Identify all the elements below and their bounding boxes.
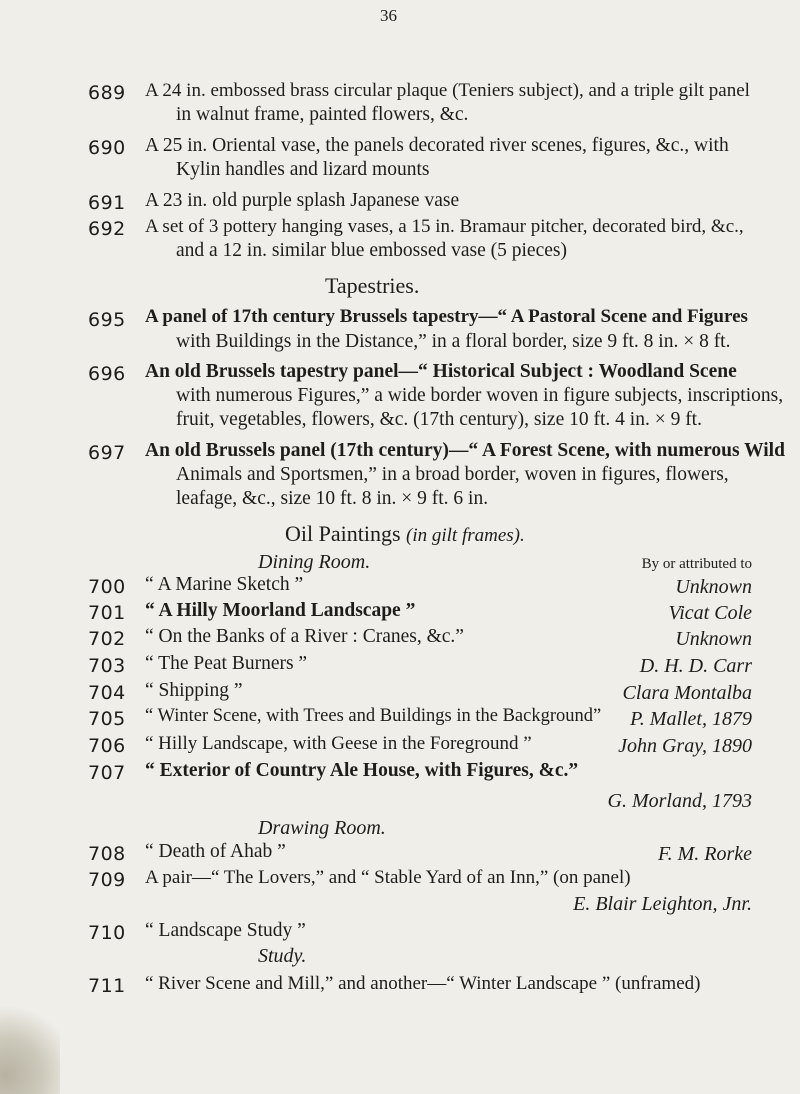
lot-description: Animals and Sportsmen,” in a broad border, woven in figures, flowers,: [176, 464, 729, 485]
section-heading-oil-paintings: [285, 521, 525, 547]
lot-description: Kylin handles and lizard mounts: [176, 159, 430, 180]
painting-title: “ A Hilly Moorland Landscape ”: [145, 600, 416, 621]
lot-description: A panel of 17th century Brussels tapestry—“ A Pastoral Scene and Figures: [145, 306, 748, 327]
lot-number: 709: [88, 869, 126, 891]
painting-artist: John Gray, 1890: [618, 735, 752, 757]
lot-number: 702: [88, 628, 126, 650]
lot-number: 692: [88, 218, 126, 240]
lot-number: 708: [88, 843, 126, 865]
attributed-note: By or attributed to: [641, 556, 752, 572]
lot-description: in walnut frame, painted flowers, &c.: [176, 104, 469, 125]
painting-artist: P. Mallet, 1879: [630, 708, 752, 730]
lot-description: fruit, vegetables, flowers, &c. (17th century), size 10 ft. 4 in. × 9 ft.: [176, 409, 702, 430]
painting-artist: Vicat Cole: [668, 602, 752, 624]
lot-description: and a 12 in. similar blue embossed vase (5 pieces): [176, 240, 567, 261]
lot-description: A 24 in. embossed brass circular plaque (Teniers subject), and a triple gilt panel: [145, 80, 750, 101]
paper-stain: [0, 1000, 60, 1094]
lot-description: with numerous Figures,” a wide border woven in figure subjects, inscriptions,: [176, 385, 784, 406]
lot-description: A 25 in. Oriental vase, the panels decorated river scenes, figures, &c., with: [145, 135, 729, 156]
lot-description: with Buildings in the Distance,” in a floral border, size 9 ft. 8 in. × 8 ft.: [176, 331, 731, 352]
section-heading-oil-note: (in gilt frames).: [406, 525, 525, 546]
lot-description: A 23 in. old purple splash Japanese vase: [145, 190, 460, 211]
painting-title: “ Winter Scene, with Trees and Buildings in the Background”: [145, 706, 602, 726]
painting-title: A pair—“ The Lovers,” and “ Stable Yard of an Inn,” (on panel): [145, 867, 631, 888]
painting-title: “ A Marine Sketch ”: [145, 574, 304, 595]
painting-title: “ On the Banks of a River : Cranes, &c.”: [145, 626, 464, 647]
lot-description: An old Brussels tapestry panel—“ Historical Subject : Woodland Scene: [145, 361, 737, 382]
painting-artist: Unknown: [675, 576, 752, 598]
section-heading-oil-title: Oil Paintings: [285, 521, 401, 546]
lot-number: 711: [88, 975, 126, 997]
section-heading-tapestries: Tapestries.: [325, 273, 420, 298]
painting-artist: Clara Montalba: [622, 682, 752, 704]
lot-number: 696: [88, 363, 126, 385]
lot-number: 701: [88, 602, 126, 624]
painting-title: “ Hilly Landscape, with Geese in the Foreground ”: [145, 733, 532, 754]
lot-number: 703: [88, 655, 126, 677]
lot-number: 690: [88, 137, 126, 159]
painting-title: “ River Scene and Mill,” and another—“ Winter Landscape ” (unframed): [145, 973, 701, 994]
lot-number: 695: [88, 309, 126, 331]
lot-number: 700: [88, 576, 126, 598]
lot-number: 689: [88, 82, 126, 104]
painting-title: “ Landscape Study ”: [145, 920, 306, 941]
painting-title: “ Death of Ahab ”: [145, 841, 286, 862]
painting-title: “ Exterior of Country Ale House, with Figures, &c.”: [145, 760, 579, 781]
painting-title: “ The Peat Burners ”: [145, 653, 308, 674]
room-heading-dining: Dining Room.: [258, 551, 371, 573]
painting-artist: Unknown: [675, 628, 752, 650]
lot-description: leafage, &c., size 10 ft. 8 in. × 9 ft. 6 in.: [176, 488, 489, 509]
lot-number: 691: [88, 192, 126, 214]
room-heading-study: Study.: [258, 945, 307, 967]
lot-description: An old Brussels panel (17th century)—“ A Forest Scene, with numerous Wild: [145, 440, 785, 461]
page-number: 36: [380, 6, 397, 25]
lot-description: A set of 3 pottery hanging vases, a 15 in. Bramaur pitcher, decorated bird, &c.,: [145, 216, 744, 237]
painting-artist: E. Blair Leighton, Jnr.: [573, 893, 752, 915]
lot-number: 697: [88, 442, 126, 464]
lot-number: 704: [88, 682, 126, 704]
painting-artist: D. H. D. Carr: [639, 655, 752, 677]
lot-number: 706: [88, 735, 126, 757]
lot-number: 705: [88, 708, 126, 730]
lot-number: 707: [88, 762, 126, 784]
room-heading-drawing: Drawing Room.: [258, 817, 386, 839]
painting-title: “ Shipping ”: [145, 680, 243, 701]
lot-number: 710: [88, 922, 126, 944]
painting-artist: G. Morland, 1793: [607, 790, 752, 812]
painting-artist: F. M. Rorke: [657, 843, 752, 865]
